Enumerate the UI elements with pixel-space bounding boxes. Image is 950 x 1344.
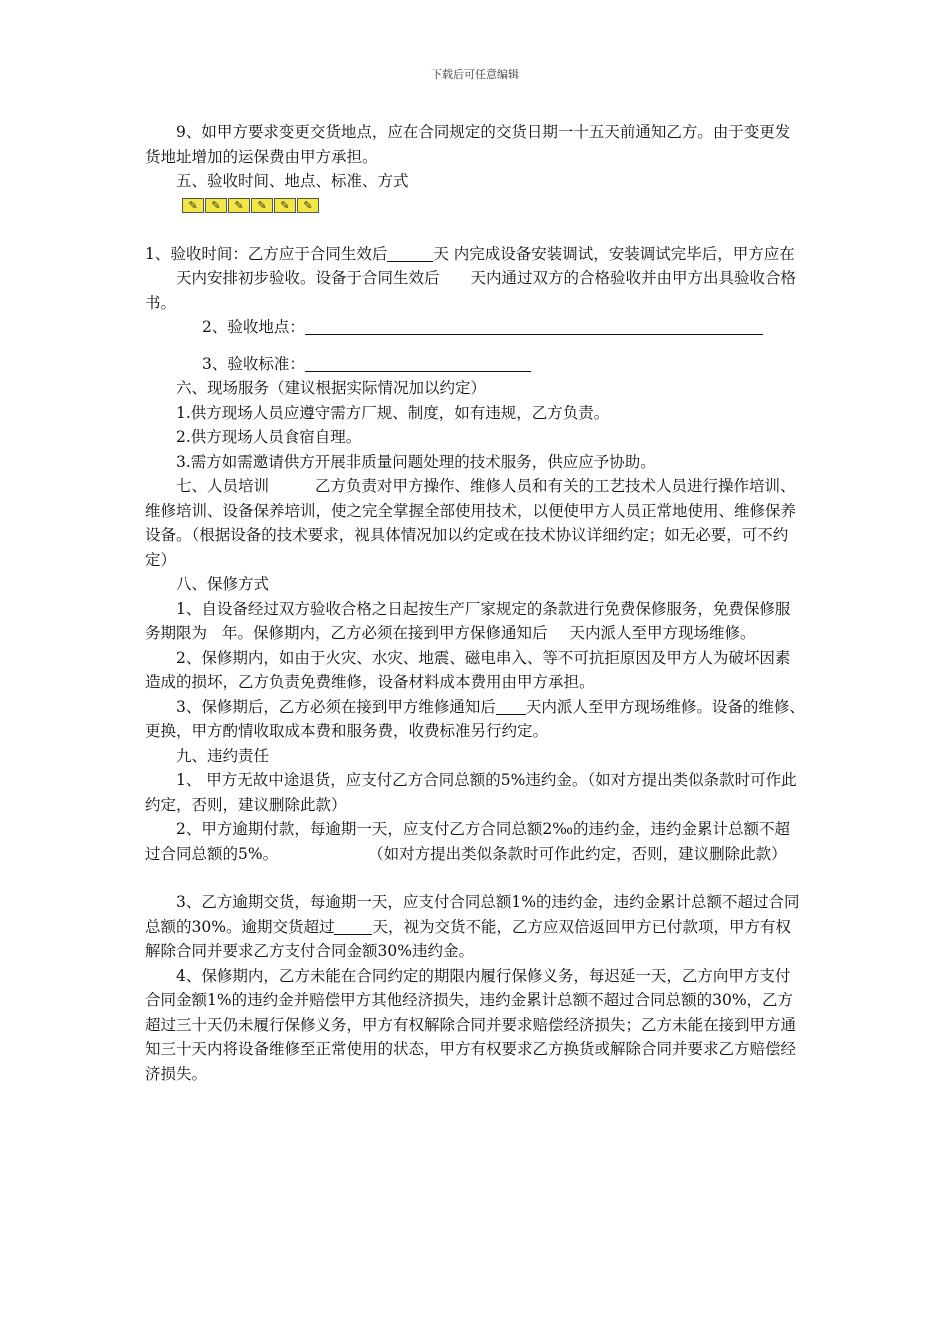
edit-field-icon[interactable]: ✎ [228,198,250,213]
warranty-1: 1、自设备经过双方验收合格之日起按生产厂家规定的条款进行免费保修服务，免费保修服务期限为 年。保修期内，乙方必须在接到甲方保修通知后 天内派人至甲方现场维修。 [145,599,791,642]
section-6-title: 六、现场服务（建议根据实际情况加以约定） [176,379,487,397]
liability-3: 3、乙方逾期交货，每逾期一天，应支付合同总额1%的违约金，违约金累计总额不超过合同总额的30%。逾期交货超过 天，视为交货不能，乙方应双倍返回甲方已付款项，甲方有权解除合同并要求乙方支付合同金额30%违约金。 [145,893,800,960]
clause-9: 9、如甲方要求变更交货地点，应在合同规定的交货日期一十五天前通知乙方。由于变更发货地址增加的运保费由甲方承担。 [145,123,791,166]
site-service-3: 3.需方如需邀请供方开展非质量问题处理的技术服务，供应应予协助。 [176,452,656,471]
liability-4: 4、保修期内，乙方未能在合同约定的期限内履行保修义务，每迟延一天，乙方向甲方支付合同金额1%的违约金并赔偿甲方其他经济损失，违约金累计总额不超过合同总额的30%，乙方超过三十天仍未履行保修义务，甲方有权解除合同并要求赔偿经济损失；乙方未能在接到甲方通知三十天内将设备维修至正常使用的状态，甲方有权要求乙方换货或解除合同并要求乙方赔偿经济损失。 [145,966,797,1083]
liability-1: 1、 甲方无故中途退货，应支付乙方合同总额的5%违约金。（如对方提出类似条款时可作此约定，否则，建议删除此款） [145,771,797,814]
blank-standard[interactable] [305,355,531,372]
contract-body [145,120,805,1086]
liability-2: 2、甲方逾期付款，每逾期一天，应支付乙方合同总额2‰的违约金，违约金累计总额不超过合同总额的5%。 （如对方提出类似条款时可作此约定，否则，建议删除此款） [145,820,791,863]
acceptance-standard: 3、验收标准： [145,352,805,377]
edit-field-icon[interactable]: ✎ [251,198,273,213]
edit-field-icon[interactable]: ✎ [297,198,319,213]
edit-field-icon[interactable]: ✎ [274,198,296,213]
blank-days-install[interactable] [387,245,433,262]
section-5-title: 五、验收时间、地点、标准、方式 [176,172,409,190]
blank-location[interactable] [305,318,763,335]
section-9-title: 九、违约责任 [176,746,270,765]
edit-field-icon[interactable]: ✎ [205,198,227,213]
section-8-title: 八、保修方式 [176,575,270,593]
warranty-2: 2、保修期内，如由于火灾、水灾、地震、磁电串入、等不可抗拒原因及甲方人为破坏因素造成的损坏，乙方负责免费维修，设备材料成本费用由甲方承担。 [145,648,791,691]
acceptance-location: 2、验收地点： [145,315,805,340]
blank-repair-days[interactable] [496,698,526,715]
section-7-title: 七、人员培训 [176,477,270,495]
site-service-2: 2.供方现场人员食宿自理。 [176,428,362,446]
edit-field-icon[interactable]: ✎ [182,198,204,213]
section-7: 七、人员培训 乙方负责对甲方操作、维修人员和有关的工艺技术人员进行操作培训、维修培训、设备保养培训，使之完全掌握全部使用技术，以便使甲方人员正常地使用、维修保养设备。（根据设备的技术要求，视具体情况加以约定或在技术协议详细约定；如无必要，可不约定） [145,477,797,569]
page-header-note: 下载后可任意编辑 [431,68,519,81]
warranty-3: 3、保修期后，乙方必须在接到甲方维修通知后 天内派人至甲方现场维修。设备的维修、更换，甲方酌情收取成本费和服务费，收费标准另行约定。 [145,697,805,740]
site-service-1: 1.供方现场人员应遵守需方厂规、制度，如有违规，乙方负责。 [176,403,610,422]
form-field-icons [145,194,805,218]
acceptance-time: 1、验收时间：乙方应于合同生效后 天 内完成设备安装调试，安装调试完毕后，甲方应在天内安排初步验收。设备于合同生效后 天内通过双方的合格验收并由甲方出具验收合格书。 [145,244,797,312]
blank-delay-days[interactable] [334,918,372,935]
